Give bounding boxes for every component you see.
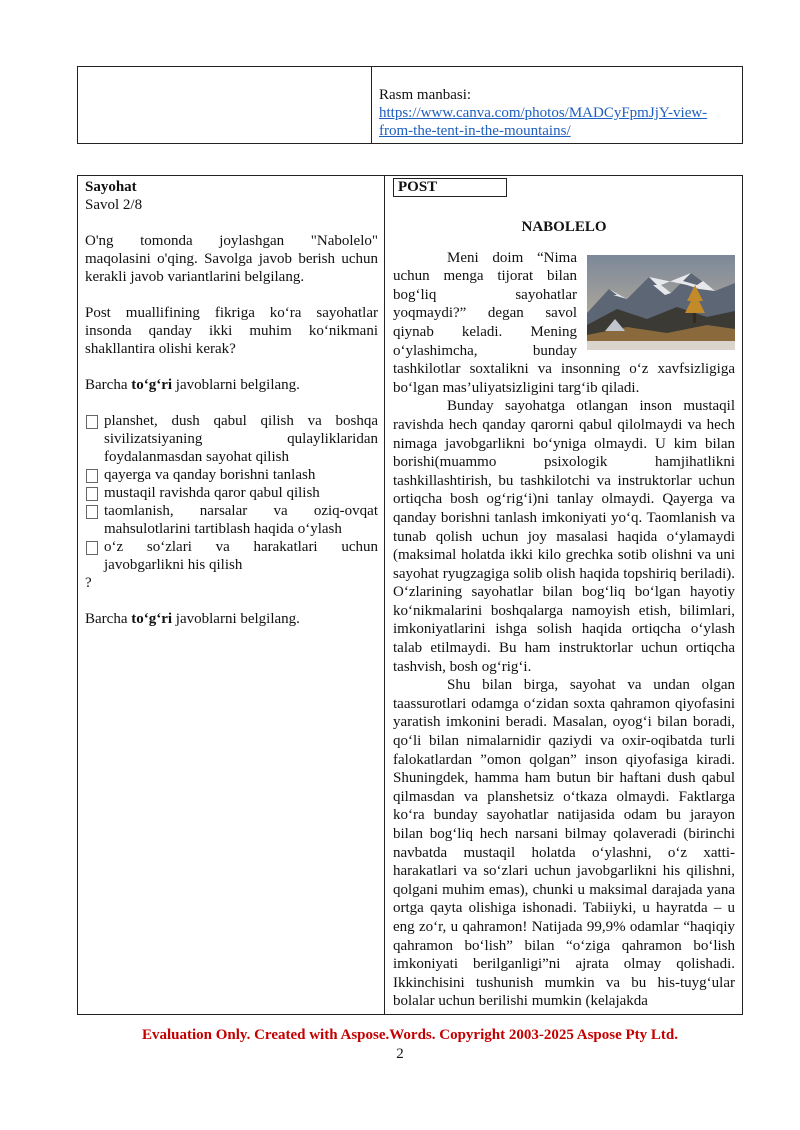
source-link-line1[interactable]: https://www.canva.com/photos/MADCyFpmJjY-view-: [379, 105, 708, 121]
question-intro: O'ng tomonda joylashgan "Nabolelo" maqolasini o'qing. Savolga javob berish uchun kerakli javob variantlarini belgilang.: [85, 233, 378, 285]
question-table: [77, 175, 743, 1015]
source-label: Rasm manbasi:: [379, 87, 472, 103]
mountain-landscape-icon: [587, 255, 735, 350]
page-number: 2: [396, 1046, 404, 1062]
article-paragraph-3: Shu bilan birga, sayohat va undan olgan taassurotlari odamga o‘zidan soxta qahramon qiyofasini yaratish imkonini beradi. Masalan, oyog‘i bilan boradi, qo‘li bilan nimalarnidir qaziydi va oxir-oqibatda turli falokatlardan ”omon qolgan” inson qiyofasiga kiradi. Shuningdek, hamma ham butun bir haftani dush qabul qilmasdan va planshetsiz o‘tkaza olmaydi. Faktlarga ko‘ra bunday sayohatlar natijasida odam bu jarayon bilan bog‘liq hech narsani bilmay qolaveradi (birinchi navbatda mustaqil holatda o‘ylashni, o‘z xatti-harakatlari va so‘zlari uchun javobgarlikni his qilishni, qolgani muhim emas), chunki u maksimal darajada yana ortga qayta olishiga ishonadi. Tabiiyki, u hayratda – u eng zo‘r, u qahramon! Natijada 99,9% odamlar “haqiqiy qahramon bo‘lish” bilan “o‘ziga qahramon bo‘lish imkoniyati berilganligi”ni ajrata olmay qolishadi. Ikkinchisini tushunish mumkin va bu his-tuyg‘ular bolalar uchun berilishi mumkin (kelajakda: [393, 677, 735, 1010]
answer-options: [85, 412, 378, 574]
article-paragraph-2: Bunday sayohatga otlangan inson mustaqil ravishda hech qanday qarorni qabul qilolmaydi va hech nimaga javobgarlikni bo‘yniga olmaydi. U kim bilan borishi(muammo psixologik hamjihatlikni tashkillashtirish, bu tashkilotchi va instruktorlar uchun ortiqcha bosh og‘rig‘i)ni tanlay olmaydi. Qayerga va qanday borishni tanlash imkoniyati yo‘q. Taomlanish va tunab qolish uchun joy masalasi haqida o‘ylamaydi (maksimal holatda ikki kilo grechka sotib olishni va uni sayohat ryugzagiga solib olish haqida topshiriq beriladi). O‘zlarining sayohatlar bilan bog‘liq bo‘lgan hayotiy ko‘nikmalarini boshqalarga namoyish etish, bilimlari, imkoniyatlarini ishga solish haqida ortiqcha o‘ylash talab etilmaydi. Bu ham instruktorlar uchun ortiqcha tashvish, bosh og‘rig‘i.: [393, 398, 735, 675]
post-badge: POST: [393, 178, 507, 197]
answer-option[interactable]: taomlanish, narsalar va oziq-ovqat mahsulotlarini tartiblash haqida o‘ylash: [85, 502, 378, 538]
question-instruction: Barcha to‘g‘ri javoblarni belgilang.: [85, 377, 300, 393]
answer-option[interactable]: o‘z so‘zlari va harakatlari uchun javobgarlikni his qilish: [85, 538, 378, 574]
question-instruction-repeat: Barcha to‘g‘ri javoblarni belgilang.: [85, 611, 300, 627]
question-panel: [78, 176, 385, 1015]
checkbox-icon[interactable]: [86, 487, 98, 501]
source-cell: [372, 67, 743, 144]
mountain-tent-photo: [587, 255, 735, 350]
article-panel: [385, 176, 743, 1015]
source-table-empty-cell: [78, 67, 372, 144]
source-table: [77, 66, 743, 144]
article-title: NABOLELO: [521, 219, 607, 235]
answer-option[interactable]: planshet, dush qabul qilish va boshqa sivilizatsiyaning qulayliklaridan foydalanmasdan sayohat qilish: [85, 412, 378, 466]
checkbox-icon[interactable]: [86, 505, 98, 519]
checkbox-icon[interactable]: [86, 415, 98, 429]
answer-option[interactable]: qayerga va qanday borishni tanlash: [85, 466, 378, 484]
question-number: Savol 2/8: [85, 197, 143, 213]
question-topic: Sayohat: [85, 179, 137, 195]
checkbox-icon[interactable]: [86, 541, 98, 555]
answer-option[interactable]: mustaqil ravishda qaror qabul qilish: [85, 484, 378, 502]
question-mark: ?: [85, 575, 92, 591]
checkbox-icon[interactable]: [86, 469, 98, 483]
evaluation-watermark: Evaluation Only. Created with Aspose.Words. Copyright 2003-2025 Aspose Pty Ltd.: [141, 1027, 679, 1043]
article-paragraph-1: Meni doim “Nima uchun menga tijorat bilan bog‘liq sayohatlar yoqmaydi?” degan savol qiynab keladi. Mening o‘ylashimcha, bunday tashkilotlar soxtalikni va insonning o‘z xavfsizligiga bo‘lgan mas’uliyatsizligini targ‘ib qiladi.: [393, 249, 735, 396]
question-prompt: Post muallifining fikriga ko‘ra sayohatlar insonda qanday ikki muhim ko‘nikmani shakllantira olishi kerak?: [85, 305, 378, 357]
source-link-line2[interactable]: from-the-tent-in-the-mountains/: [379, 123, 571, 139]
source-link[interactable]: [379, 104, 736, 140]
